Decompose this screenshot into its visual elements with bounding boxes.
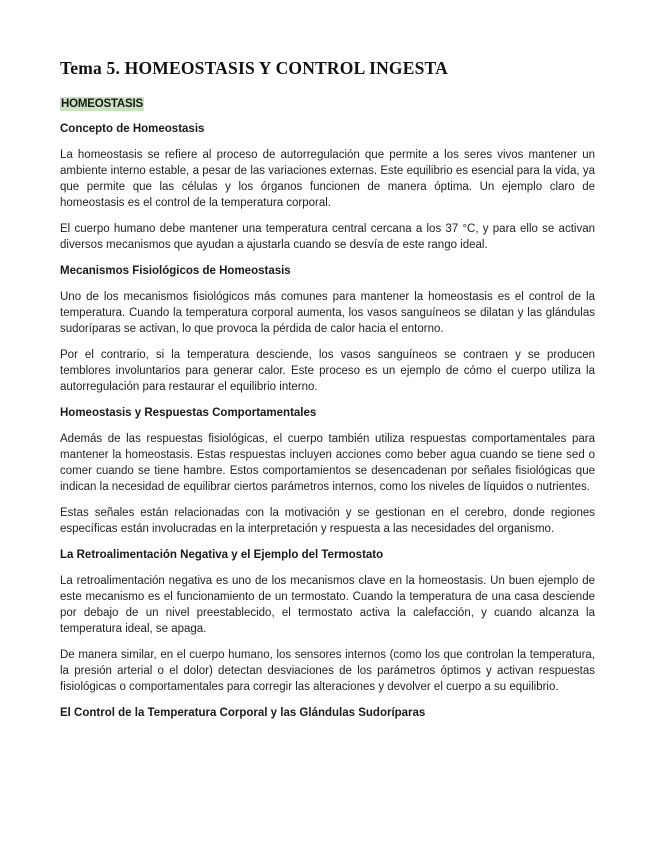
paragraph: El cuerpo humano debe mantener una temperatura central cercana a los 37 °C, y para ello se activan diversos mecanismos que ayudan a ajustarla cuando se desvía de este rango ideal.	[60, 223, 595, 251]
section-heading: El Control de la Temperatura Corporal y las Glándulas Sudoríparas	[60, 707, 426, 719]
paragraph: La retroalimentación negativa es uno de los mecanismos clave en la homeostasis. Un buen ejemplo de este mecanismo es el funcionamiento de un termostato. Cuando la temperatura de una casa desciende por debajo de un nivel preestablecido, el termostato activa la calefacción, y cuando alcanza la temperatura ideal, se apaga.	[60, 575, 595, 635]
paragraph: Uno de los mecanismos fisiológicos más comunes para mantener la homeostasis es el control de la temperatura. Cuando la temperatura corporal aumenta, los vasos sanguíneos se dilatan y las glándulas sudoríparas se activan, lo que provoca la pérdida de calor hacia el entorno.	[60, 291, 595, 335]
section-heading: Mecanismos Fisiológicos de Homeostasis	[60, 265, 291, 277]
section-heading: Concepto de Homeostasis	[60, 123, 205, 135]
paragraph: De manera similar, en el cuerpo humano, los sensores internos (como los que controlan la temperatura, la presión arterial o el dolor) detectan desviaciones de los parámetros óptimos y activan respuestas fisiológicas o comportamentales para corregir las alteraciones y devolver el cuerpo a su equilibrio.	[60, 649, 595, 693]
paragraph: Estas señales están relacionadas con la motivación y se gestionan en el cerebro, donde regiones específicas están involucradas en la interpretación y respuesta a las necesidades del organismo.	[60, 507, 595, 535]
section-respuestas	[60, 405, 595, 537]
section-label-highlighted: HOMEOSTASIS	[61, 98, 143, 110]
section-heading: Homeostasis y Respuestas Comportamentales	[60, 407, 317, 419]
section-concepto	[60, 121, 595, 253]
section-retroalimentacion	[60, 547, 595, 695]
document-page	[60, 58, 595, 731]
paragraph: Por el contrario, si la temperatura desciende, los vasos sanguíneos se contraen y se producen temblores involuntarios para generar calor. Este proceso es un ejemplo de cómo el cuerpo utiliza la autorregulación para restaurar el equilibrio interno.	[60, 349, 595, 393]
paragraph: La homeostasis se refiere al proceso de autorregulación que permite a los seres vivos mantener un ambiente interno estable, a pesar de las variaciones externas. Este equilibrio es esencial para la vida, ya que permite que las células y los órganos funcionen de manera óptima. Un ejemplo claro de homeostasis es el control de la temperatura corporal.	[60, 149, 595, 209]
section-heading: La Retroalimentación Negativa y el Ejemplo del Termostato	[60, 549, 384, 561]
document-title: Tema 5. HOMEOSTASIS Y CONTROL INGESTA	[60, 58, 448, 78]
paragraph: Además de las respuestas fisiológicas, el cuerpo también utiliza respuestas comportamentales para mantener la homeostasis. Estas respuestas incluyen acciones como beber agua cuando se tiene sed o comer cuando se tiene hambre. Estos comportamientos se desencadenan por señales fisiológicas que indican la necesidad de equilibrar ciertos parámetros internos, como los niveles de líquidos o nutrientes.	[60, 433, 595, 493]
section-mecanismos	[60, 263, 595, 395]
section-temperatura	[60, 705, 595, 721]
